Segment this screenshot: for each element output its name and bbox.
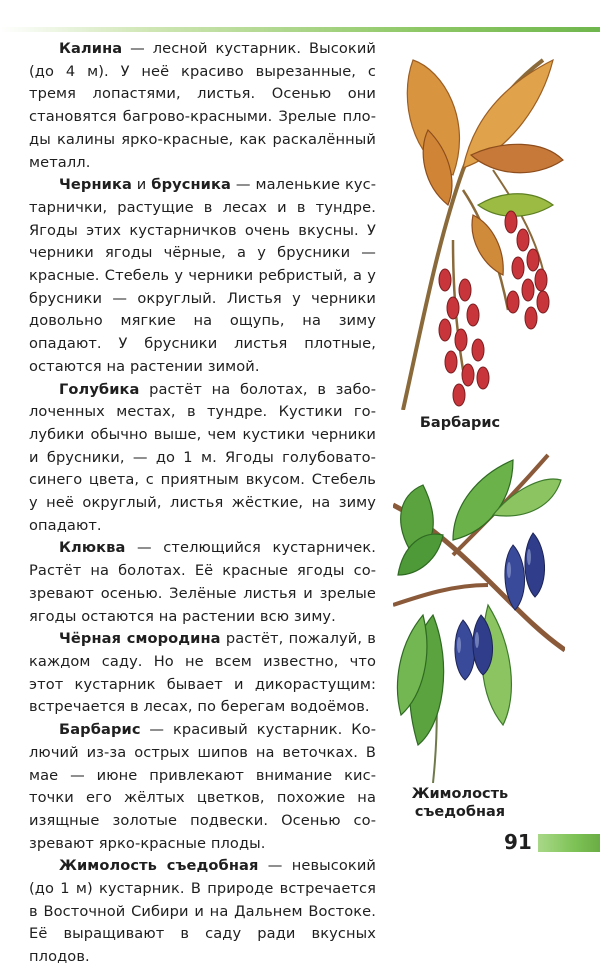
paragraph-golubika: Голубика растёт на болотах, в заболоченных местах, в тундре. Кустики голубики обычно выше, чем кустики черники и брусники, — до 1 м. Ягоды голубовато-синего цвета, с приятным вкусом. Стебель у неё округлый, листья жёсткие, на зиму опадают. [29, 380, 376, 534]
term-brusnika: брусника [151, 176, 231, 194]
term-golubika: Голубика [59, 380, 140, 398]
article-text [29, 38, 376, 969]
header-rule [0, 27, 600, 32]
paragraph-klyukva: Клюква — стелющийся кустарничек. Растёт на болотах. Её красные ягоды созревают осенью. Зелёные листья и зрелые ягоды остаются на растении всю зиму. [29, 539, 376, 625]
barberry-illustration [393, 40, 565, 410]
term-klyukva: Клюква [59, 539, 126, 557]
term-chernika: Черника [59, 176, 132, 194]
barberry-caption: Барбарис [419, 415, 501, 431]
paragraph-zhimolost: Жимолость съедобная — невысокий (до 1 м) кустарник. В природе встречается в Восточной Сибири и на Дальнем Востоке. Её выращивают в саду ради вкусных плодов. [29, 857, 376, 966]
term-kalina: Калина [59, 40, 123, 57]
paragraph-chernika: Черника и брусника — маленькие кустарнички, растущие в лесах и в тундре. Ягоды этих кустарничков очень вкусны. У черники ягоды чёрные, а у брусники — красные. Стебель у черники ребристый, а у брусники — округлый. Листья у черники довольно мягкие на ощупь, на зиму опадают. У брусники листья плотные, остаются на растении зимой. [29, 176, 377, 375]
term-barbaris: Барбарис [59, 721, 141, 739]
paragraph-kalina: Калина — лесной кустарник. Высокий (до 4 м). У неё красиво вырезанные, с тремя лопастями, листья. Осенью они становятся багрово-красными. Зрелые плоды калины ярко-красные, как раскалённый металл. [29, 40, 376, 171]
honeysuckle-illustration [393, 445, 565, 783]
page-number: 91 [504, 830, 532, 854]
term-zhimolost: Жимолость съедобная [59, 857, 259, 875]
term-smorodina: Чёрная смородина [59, 630, 221, 648]
paragraph-barbaris: Барбарис — красивый кустарник. Колючий из-за острых шипов на веточках. В мае — июне привлекают внимание кисточки его жёлтых цветков, похожие на изящные золотые подвески. Осенью созревают ярко-красные плоды. [29, 721, 376, 852]
honeysuckle-caption: Жимолость съедобная [411, 786, 509, 820]
paragraph-smorodina: Чёрная смородина растёт, пожалуй, в каждом саду. Но не всем известно, что этот кустарник бывает и дикорастущим: встречается в лесах, по берегам водоёмов. [29, 630, 376, 716]
page-number-bar [538, 834, 600, 852]
